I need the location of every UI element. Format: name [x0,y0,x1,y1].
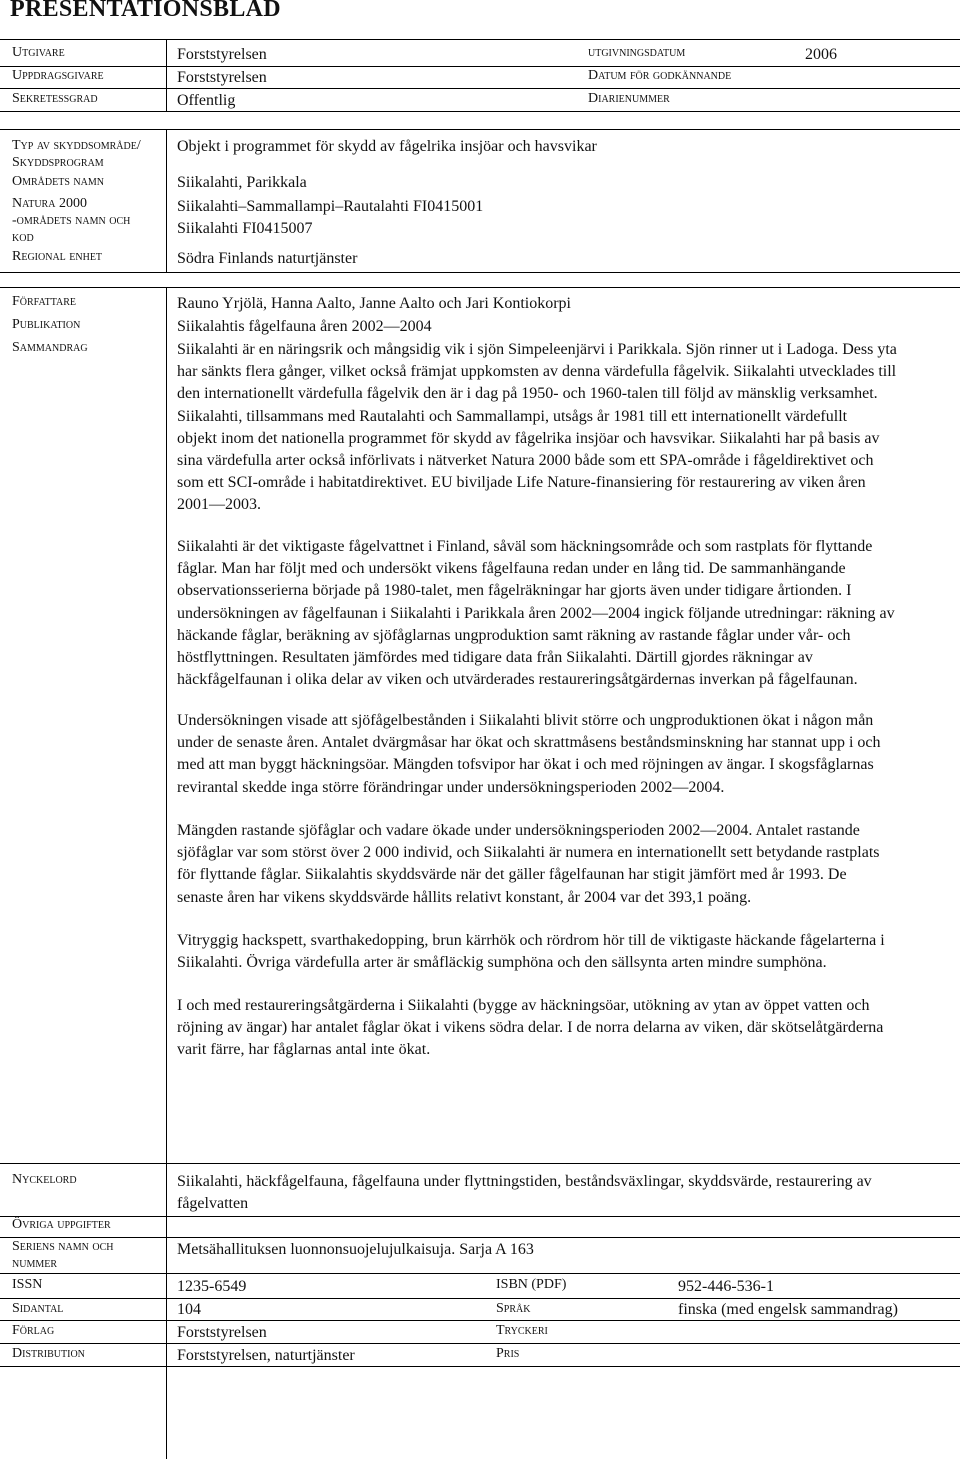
publikation-value: Siikalahtis fågelfauna åren 2002—2004 [177,318,432,335]
summary-paragraph: Undersökningen visade att sjöfågelbestånden i Siikalahti blivit större och ungproduktionen ökat i någon mån under de senaste åren. Antalet dvärgmåsar har ökat och skrattmåsens beståndsminskning har stannat upp i och med att man byggt häckningsöar. Mängden tofsvipor har ökat i och med röjningen av ängar. I skogsfåglarnas revirantal skedde inga större förändringar under undersökningsperioden 2002—2004. [177,712,881,796]
divider [0,1320,960,1321]
forfattare-value: Rauno Yrjölä, Hanna Aalto, Janne Aalto och Jari Kontiokorpi [177,295,571,312]
divider [0,1216,960,1217]
natura-value: Siikalahti–Sammallampi–Rautalahti FI0415001 Siikalahti FI0415007 [177,198,484,237]
divider [166,287,167,1459]
sekretessgrad-label: Sekretessgrad [12,91,98,106]
regional-value: Södra Finlands naturtjänster [177,250,358,267]
summary-paragraph: Vitryggig hackspett, svarthakedopping, brun kärrhök och rördrom hör till de viktigaste häckande fågelarterna i Siikalahti. Övriga värdefulla arter är småfläckig sumphöna och den sällsynta arten mindre sumphöna. [177,932,885,972]
isbn-value: 952-446-536-1 [678,1278,774,1295]
serie-label: Seriens namn och nummer [12,1239,114,1271]
typ-label: Typ av skyddsområde/ Skyddsprogram [12,138,141,170]
summary-paragraph: Siikalahti är det viktigaste fågelvattnet i Finland, såväl som häckningsområde och som rastplats för flyttande fåglar. Man har följt med och undersökt vikens fågelfauna redan under en lång tid. De sammanhängande observationsserierna började på 1980-talet, men fågelräkningar har gjorts även under tidigare årtionden. I undersökningen av fågelfaunan i Siikalahti i Parikkala åren 2002—2004 ingick följande utredningar: räkning av häckande fåglar, beräkning av sjöfåglarnas ungproduktion samt räkning av rastande fåglar under vår- och höstflyttningen. Resultaten jämfördes med tidigare data från Siikalahti. Därtill gjordes räkningar av häckfågelfaunan i olika delar av viken och utvärderades restaureringsåtgärdernas inverkan på fågelfaunan. [177,538,895,689]
issn-value: 1235-6549 [177,1278,247,1295]
tryckeri-label: Tryckeri [496,1323,548,1338]
forlag-label: Förlag [12,1323,55,1338]
sammandrag-label: Sammandrag [12,340,88,355]
publikation-label: Publikation [12,317,81,332]
utgivningsdatum-label: utgivningsdatum [588,45,686,60]
nyckelord-label: Nyckelord [12,1172,77,1187]
divider [0,1237,960,1238]
divider [0,1343,960,1344]
nyckelord-value: Siikalahti, häckfågelfauna, fågelfauna under flyttningstiden, beståndsväxlingar, skyddsvärde, restaurering av fågelvatten [177,1173,872,1212]
page-title: PRESENTATIONSBLAD [10,0,281,22]
summary-paragraph: Mängden rastande sjöfåglar och vadare ökade under undersökningsperioden 2002—2004. Antalet rastande sjöfåglar var som störst över 2 000 individ, och Siikalahti är numera en internationellt sett betydande rastplats för flyttande fåglar. Siikalahtis skyddsvärde när det gäller fågelfaunan har stigit jämfört med år 1993. De senaste åren har vikens skyddsvärde hållits relativt konstant, år 2004 var det 393,1 poäng. [177,822,880,906]
forlag-value: Forststyrelsen [177,1324,267,1341]
datum-label: Datum för godkännande [588,68,732,83]
divider [0,39,960,40]
natura-label: Natura 2000 -områdets namn och kod [12,196,131,245]
sprak-label: Språk [496,1301,531,1316]
divider [166,129,167,272]
summary-paragraph: I och med restaureringsåtgärderna i Siikalahti (bygge av häckningsöar, utökning av ytan av öppet vatten och röjning av ängar) har antalet fåglar ökat i vikens södra delar. I de norra delarna av viken, där skötselåtgärderna varit färre, har fåglarnas antal inte ökat. [177,997,884,1059]
divider [0,272,960,273]
serie-value: Metsähallituksen luonnonsuojelujulkaisuja. Sarja A 163 [177,1241,534,1258]
isbn-label: ISBN (PDF) [496,1277,567,1292]
pris-label: Pris [496,1346,520,1361]
utgivningsdatum-value: 2006 [805,46,837,63]
uppdragsgivare-value: Forststyrelsen [177,69,267,86]
divider [0,1163,960,1164]
summary-paragraph: Siikalahti är en näringsrik och mångsidig vik i sjön Simpeleenjärvi i Parikkala. Sjön rinner ut i Ladoga. Dess yta har sänkts flera gånger, vilket också främjat uppkomsten av denna värdefulla fågelvik. Siikalahti utvecklades till den internationellt värdefulla fågelvik den är i dag på 1950- och 1960-talen till följd av mänsklig verksamhet. Siikalahti, tillsammans med Rautalahti och Sammallampi, utsågs år 1981 till ett internationellt värdefullt objekt inom det nationella programmet för skydd av fågelrika insjöar och havsvikar. Siikalahti har på basis av sina värdefulla arter också införlivats i nätverket Natura 2000 både som ett SPA-område i fågeldirektivet och som ett SCI-område i habitatdirektivet. EU biviljade Life Nature-finansiering för restaurering av viken åren 2001—2003. [177,341,897,514]
sidantal-label: Sidantal [12,1301,64,1316]
distribution-value: Forststyrelsen, naturtjänster [177,1347,355,1364]
sekretessgrad-value: Offentlig [177,92,236,109]
ovriga-label: Övriga uppgifter [12,1217,111,1232]
divider [0,88,960,89]
distribution-label: Distribution [12,1346,85,1361]
regional-label: Regional enhet [12,249,103,264]
uppdragsgivare-label: Uppdragsgivare [12,68,104,83]
forfattare-label: Författare [12,294,77,309]
omradets-namn-label: Områdets namn [12,174,104,189]
divider [0,66,960,67]
divider [0,1273,960,1274]
divider [0,287,960,288]
issn-label: ISSN [12,1277,43,1292]
sidantal-value: 104 [177,1301,201,1318]
typ-value: Objekt i programmet för skydd av fågelrika insjöar och havsvikar [177,138,597,155]
divider [0,129,960,130]
diarienummer-label: Diarienummer [588,91,670,106]
divider [0,111,960,112]
utgivare-label: Utgivare [12,45,65,60]
divider [0,1366,960,1367]
divider [166,39,167,111]
omradets-namn-value: Siikalahti, Parikkala [177,174,307,191]
divider [0,1298,960,1299]
utgivare-value: Forststyrelsen [177,46,267,63]
sprak-value: finska (med engelsk sammandrag) [678,1301,898,1318]
